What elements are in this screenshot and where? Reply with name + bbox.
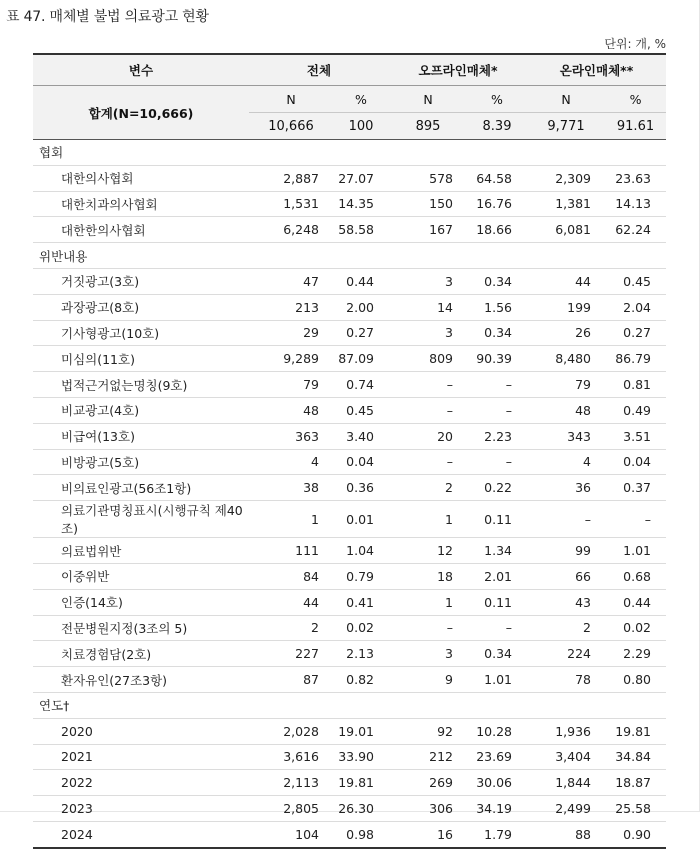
count-cell: 3,616 [249,744,333,770]
count-cell: 2 [527,615,605,641]
category-row [33,692,666,718]
table-row [33,718,666,744]
table-row [33,821,666,847]
count-cell: 224 [527,641,605,667]
count-cell: 809 [389,346,467,372]
percent-cell: – [467,372,527,398]
count-cell: 66 [527,563,605,589]
header-row-sub [33,86,666,113]
count-cell: 363 [249,423,333,449]
count-cell: – [389,449,467,475]
count-cell: 1 [249,501,333,538]
row-label: 2022 [33,770,249,796]
total-value: 9,771 [527,113,605,140]
table-row [33,397,666,423]
count-cell: – [527,501,605,538]
percent-cell: 1.01 [605,538,666,564]
count-cell: 20 [389,423,467,449]
header-variable: 변수 [33,54,249,86]
percent-cell: 0.02 [333,615,389,641]
percent-cell: 0.04 [605,449,666,475]
count-cell: 18 [389,563,467,589]
count-cell: 8,480 [527,346,605,372]
count-cell: 12 [389,538,467,564]
count-cell: 9 [389,667,467,693]
row-label: 2021 [33,744,249,770]
count-cell: 47 [249,268,333,294]
total-value: 100 [333,113,389,140]
count-cell: 84 [249,563,333,589]
sub-header: N [527,86,605,113]
count-cell: 167 [389,217,467,243]
percent-cell: 2.00 [333,294,389,320]
category-label: 연도† [33,692,666,718]
count-cell: 3 [389,320,467,346]
percent-cell: 14.35 [333,191,389,217]
table-row [33,191,666,217]
count-cell: 1,844 [527,770,605,796]
percent-cell: 0.90 [605,821,666,847]
percent-cell: 86.79 [605,346,666,372]
count-cell: 87 [249,667,333,693]
percent-cell: 0.37 [605,475,666,501]
category-label: 협회 [33,140,666,166]
count-cell: 1 [389,501,467,538]
table-row [33,770,666,796]
row-label: 대한치과의사협회 [33,191,249,217]
table-row [33,294,666,320]
count-cell: 4 [249,449,333,475]
count-cell: 44 [249,589,333,615]
percent-cell: 10.28 [467,718,527,744]
row-label: 비급여(13호) [33,423,249,449]
percent-cell: 0.45 [333,397,389,423]
percent-cell: 23.63 [605,165,666,191]
row-label: 대한의사협회 [33,165,249,191]
percent-cell: 0.68 [605,563,666,589]
row-label: 치료경험담(2호) [33,641,249,667]
header-row-groups [33,54,666,86]
count-cell: 2,887 [249,165,333,191]
row-label: 전문병원지정(3조의 5) [33,615,249,641]
percent-cell: 0.02 [605,615,666,641]
percent-cell: 23.69 [467,744,527,770]
percent-cell: 0.36 [333,475,389,501]
count-cell: 88 [527,821,605,847]
table-row [33,563,666,589]
percent-cell: 19.81 [333,770,389,796]
table-body [33,140,666,848]
count-cell: 38 [249,475,333,501]
sub-header: N [389,86,467,113]
table-row [33,667,666,693]
percent-cell: 0.34 [467,268,527,294]
percent-cell: 0.04 [333,449,389,475]
percent-cell: 0.74 [333,372,389,398]
table-row [33,372,666,398]
count-cell: 48 [249,397,333,423]
percent-cell: 1.01 [467,667,527,693]
percent-cell: 26.30 [333,796,389,822]
percent-cell: 0.44 [333,268,389,294]
percent-cell: 87.09 [333,346,389,372]
row-label: 비의료인광고(56조1항) [33,475,249,501]
table-row [33,538,666,564]
percent-cell: – [467,397,527,423]
table-row [33,320,666,346]
row-label: 의료기관명칭표시(시행규칙 제40조) [33,501,249,538]
total-value: 8.39 [467,113,527,140]
count-cell: 16 [389,821,467,847]
row-label: 의료법위반 [33,538,249,564]
table-row [33,589,666,615]
count-cell: – [389,397,467,423]
count-cell: 578 [389,165,467,191]
count-cell: 78 [527,667,605,693]
row-label: 대한한의사협회 [33,217,249,243]
category-row [33,243,666,269]
category-row [33,140,666,166]
row-label: 비방광고(5호) [33,449,249,475]
percent-cell: 34.84 [605,744,666,770]
row-label: 2020 [33,718,249,744]
percent-cell: 34.19 [467,796,527,822]
table-row [33,423,666,449]
header-group-offline: 오프라인매체* [389,54,527,86]
count-cell: 3 [389,268,467,294]
percent-cell: 18.87 [605,770,666,796]
percent-cell: 0.81 [605,372,666,398]
count-cell: 48 [527,397,605,423]
count-cell: 213 [249,294,333,320]
total-value: 91.61 [605,113,666,140]
row-label: 비교광고(4호) [33,397,249,423]
percent-cell: 18.66 [467,217,527,243]
row-label: 법적근거없는명칭(9호) [33,372,249,398]
percent-cell: 0.98 [333,821,389,847]
percent-cell: 0.45 [605,268,666,294]
count-cell: 2 [249,615,333,641]
count-cell: 1,531 [249,191,333,217]
count-cell: 227 [249,641,333,667]
percent-cell: 0.01 [333,501,389,538]
row-label: 이중위반 [33,563,249,589]
row-label: 환자유인(27조3항) [33,667,249,693]
percent-cell: 58.58 [333,217,389,243]
count-cell: – [389,372,467,398]
table-row [33,641,666,667]
count-cell: 269 [389,770,467,796]
count-cell: 111 [249,538,333,564]
header-group-online: 온라인매체** [527,54,666,86]
count-cell: 1 [389,589,467,615]
percent-cell: 33.90 [333,744,389,770]
table-row [33,217,666,243]
row-label: 거짓광고(3호) [33,268,249,294]
total-value: 895 [389,113,467,140]
row-label: 2024 [33,821,249,847]
count-cell: 14 [389,294,467,320]
percent-cell: 25.58 [605,796,666,822]
count-cell: 343 [527,423,605,449]
count-cell: 92 [389,718,467,744]
count-cell: 6,081 [527,217,605,243]
percent-cell: 0.27 [605,320,666,346]
percent-cell: 2.04 [605,294,666,320]
percent-cell: – [467,449,527,475]
total-label: 합계(N=10,666) [33,86,249,140]
percent-cell: 0.41 [333,589,389,615]
percent-cell: 90.39 [467,346,527,372]
percent-cell: 64.58 [467,165,527,191]
count-cell: 199 [527,294,605,320]
percent-cell: 1.04 [333,538,389,564]
unit-note: 단위: 개, % [604,37,666,51]
sub-header: N [249,86,333,113]
count-cell: – [389,615,467,641]
total-value: 10,666 [249,113,333,140]
count-cell: 104 [249,821,333,847]
sub-header: % [467,86,527,113]
percent-cell: – [605,501,666,538]
count-cell: 2,499 [527,796,605,822]
stats-table [33,53,666,849]
count-cell: 9,289 [249,346,333,372]
row-label: 인증(14호) [33,589,249,615]
count-cell: 2,805 [249,796,333,822]
count-cell: 2,309 [527,165,605,191]
table-row [33,501,666,538]
percent-cell: 0.22 [467,475,527,501]
table-row [33,796,666,822]
percent-cell: 1.56 [467,294,527,320]
percent-cell: – [467,615,527,641]
count-cell: 3 [389,641,467,667]
percent-cell: 2.01 [467,563,527,589]
count-cell: 99 [527,538,605,564]
count-cell: 3,404 [527,744,605,770]
row-label: 기사형광고(10호) [33,320,249,346]
percent-cell: 30.06 [467,770,527,796]
row-label: 과장광고(8호) [33,294,249,320]
table-row [33,615,666,641]
percent-cell: 0.82 [333,667,389,693]
percent-cell: 1.79 [467,821,527,847]
count-cell: 4 [527,449,605,475]
percent-cell: 1.34 [467,538,527,564]
count-cell: 44 [527,268,605,294]
table-row [33,268,666,294]
percent-cell: 27.07 [333,165,389,191]
table-title: 표 47. 매체별 불법 의료광고 현황 [6,9,209,25]
count-cell: 26 [527,320,605,346]
count-cell: 79 [527,372,605,398]
table-row [33,449,666,475]
table-row [33,165,666,191]
percent-cell: 3.51 [605,423,666,449]
count-cell: 29 [249,320,333,346]
count-cell: 2,113 [249,770,333,796]
count-cell: 36 [527,475,605,501]
table-row [33,744,666,770]
count-cell: 2,028 [249,718,333,744]
count-cell: 212 [389,744,467,770]
percent-cell: 62.24 [605,217,666,243]
percent-cell: 0.79 [333,563,389,589]
count-cell: 6,248 [249,217,333,243]
percent-cell: 0.80 [605,667,666,693]
category-label: 위반내용 [33,243,666,269]
percent-cell: 3.40 [333,423,389,449]
percent-cell: 0.11 [467,501,527,538]
count-cell: 306 [389,796,467,822]
count-cell: 43 [527,589,605,615]
percent-cell: 2.13 [333,641,389,667]
row-label: 2023 [33,796,249,822]
percent-cell: 2.29 [605,641,666,667]
sub-header: % [333,86,389,113]
percent-cell: 0.34 [467,320,527,346]
percent-cell: 14.13 [605,191,666,217]
row-label: 미심의(11호) [33,346,249,372]
sub-header: % [605,86,666,113]
percent-cell: 0.27 [333,320,389,346]
count-cell: 150 [389,191,467,217]
count-cell: 1,381 [527,191,605,217]
count-cell: 2 [389,475,467,501]
count-cell: 1,936 [527,718,605,744]
percent-cell: 16.76 [467,191,527,217]
percent-cell: 0.11 [467,589,527,615]
table-row [33,346,666,372]
percent-cell: 19.01 [333,718,389,744]
percent-cell: 0.34 [467,641,527,667]
table-row [33,475,666,501]
count-cell: 79 [249,372,333,398]
percent-cell: 19.81 [605,718,666,744]
header-group-total: 전체 [249,54,389,86]
percent-cell: 0.44 [605,589,666,615]
percent-cell: 0.49 [605,397,666,423]
percent-cell: 2.23 [467,423,527,449]
